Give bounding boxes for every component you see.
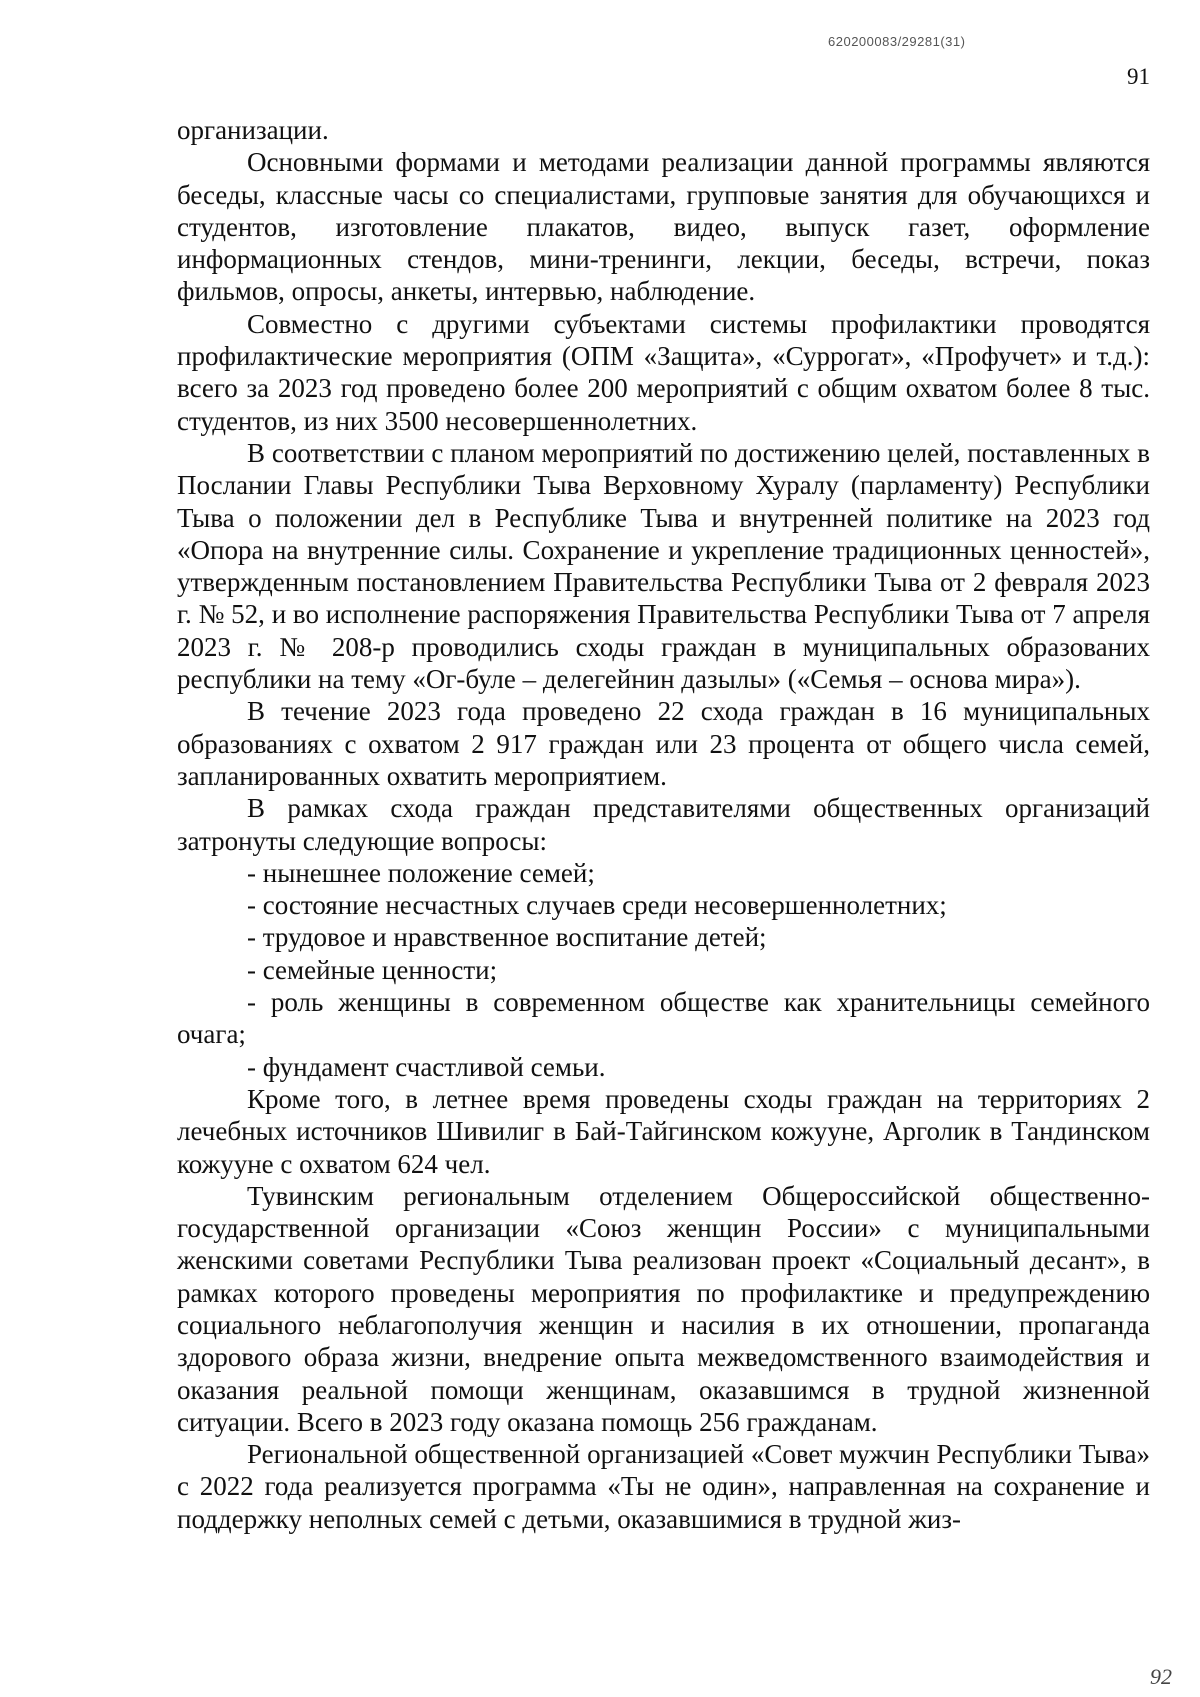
paragraph-forms-methods: Основными формами и методами реализации данной программы являются беседы, классные часы со специалистами, групповые занятия для обучающихся и студентов, изготовление плакатов, видео, выпуск газет, оформление информационных стендов, мини-тренинги, лекции, беседы, встречи, показ фильмов, опросы, анкеты, интервью, наблюдение. bbox=[177, 147, 1150, 307]
list-item: - нынешнее положение семей; bbox=[247, 857, 595, 888]
paragraph-gatherings-stats: В течение 2023 года проведено 22 схода граждан в 16 муниципальных образованиях с охватом 2 917 граждан или 23 процента от общего числа семей, запланированных охватить мероприятием. bbox=[177, 696, 1150, 791]
paragraph-mens-council: Региональной общественной организацией «Совет мужчин Республики Тыва» с 2022 года реализуется программа «Ты не один», направленная на сохранение и поддержку неполных семей с детьми, оказавшимися в трудной жиз- bbox=[177, 1439, 1150, 1534]
handwritten-page-mark: 92 bbox=[1150, 1664, 1172, 1689]
document-body bbox=[177, 114, 1150, 1535]
paragraph-summer-gatherings: Кроме того, в летнее время проведены сходы граждан на территориях 2 лечебных источников Шивилиг в Бай-Тайгинском кожууне, Арголик в Тандинском кожууне с охватом 624 чел. bbox=[177, 1083, 1150, 1179]
list-item: - трудовое и нравственное воспитание детей; bbox=[247, 922, 767, 953]
paragraph-prevention-events: Совместно с другими субъектами системы профилактики проводятся профилактические мероприятия (ОПМ «Защита», «Суррогат», «Профучет» и т.д.): всего за 2023 год проведено более 200 мероприятий с общим охватом более 8 тыс. студентов, из них 3500 несовершеннолетних. bbox=[177, 308, 1150, 436]
paragraph-topics-intro: В рамках схода граждан представителями общественных организаций затронуты следующие вопросы: bbox=[177, 793, 1150, 856]
paragraph-continuation: организации. bbox=[177, 115, 329, 145]
list-item: - семейные ценности; bbox=[247, 954, 498, 985]
page-number: 91 bbox=[1127, 64, 1150, 89]
list-item: - фундамент счастливой семьи. bbox=[247, 1051, 606, 1082]
list-item: - роль женщины в современном обществе как хранительницы семейного очага; bbox=[177, 987, 1150, 1050]
paragraph-citizen-gatherings-plan: В соответствии с планом мероприятий по достижению целей, поставленных в Послании Главы Республики Тыва Верховному Хуралу (парламенту) Республики Тыва о положении дел в Республике Тыва и внутренней политике на 2023 год «Опора на внутренние силы. Сохранение и укрепление традиционных ценностей», утвержденным постановлением Правительства Республики Тыва от 2 февраля 2023 г. № 52, и во исполнение распоряжения Правительства Республики Тыва от 7 апреля 2023 г. № 208-р проводились сходы граждан в муниципальных образованих республики на тему «Ог-буле – делегейнин дазылы» («Семья – основа мира»). bbox=[177, 437, 1150, 695]
paragraph-womens-union: Тувинским региональным отделением Общероссийской общественно-государственной организации «Союз женщин России» с муниципальными женскими советами Республики Тыва реализован проект «Социальный десант», в рамках которого проведены мероприятия по профилактике и предупреждению социального неблагополучия женщин и насилия в их отношении, пропаганда здорового образа жизни, внедрение опыта межведомственного взаимодействия и оказания реальной помощи женщинам, оказавшимся в трудной жизненной ситуации. Всего в 2023 году оказана помощь 256 гражданам. bbox=[177, 1180, 1150, 1437]
document-id: 620200083/29281(31) bbox=[828, 34, 966, 49]
list-item: - состояние несчастных случаев среди несовершеннолетних; bbox=[247, 890, 947, 921]
